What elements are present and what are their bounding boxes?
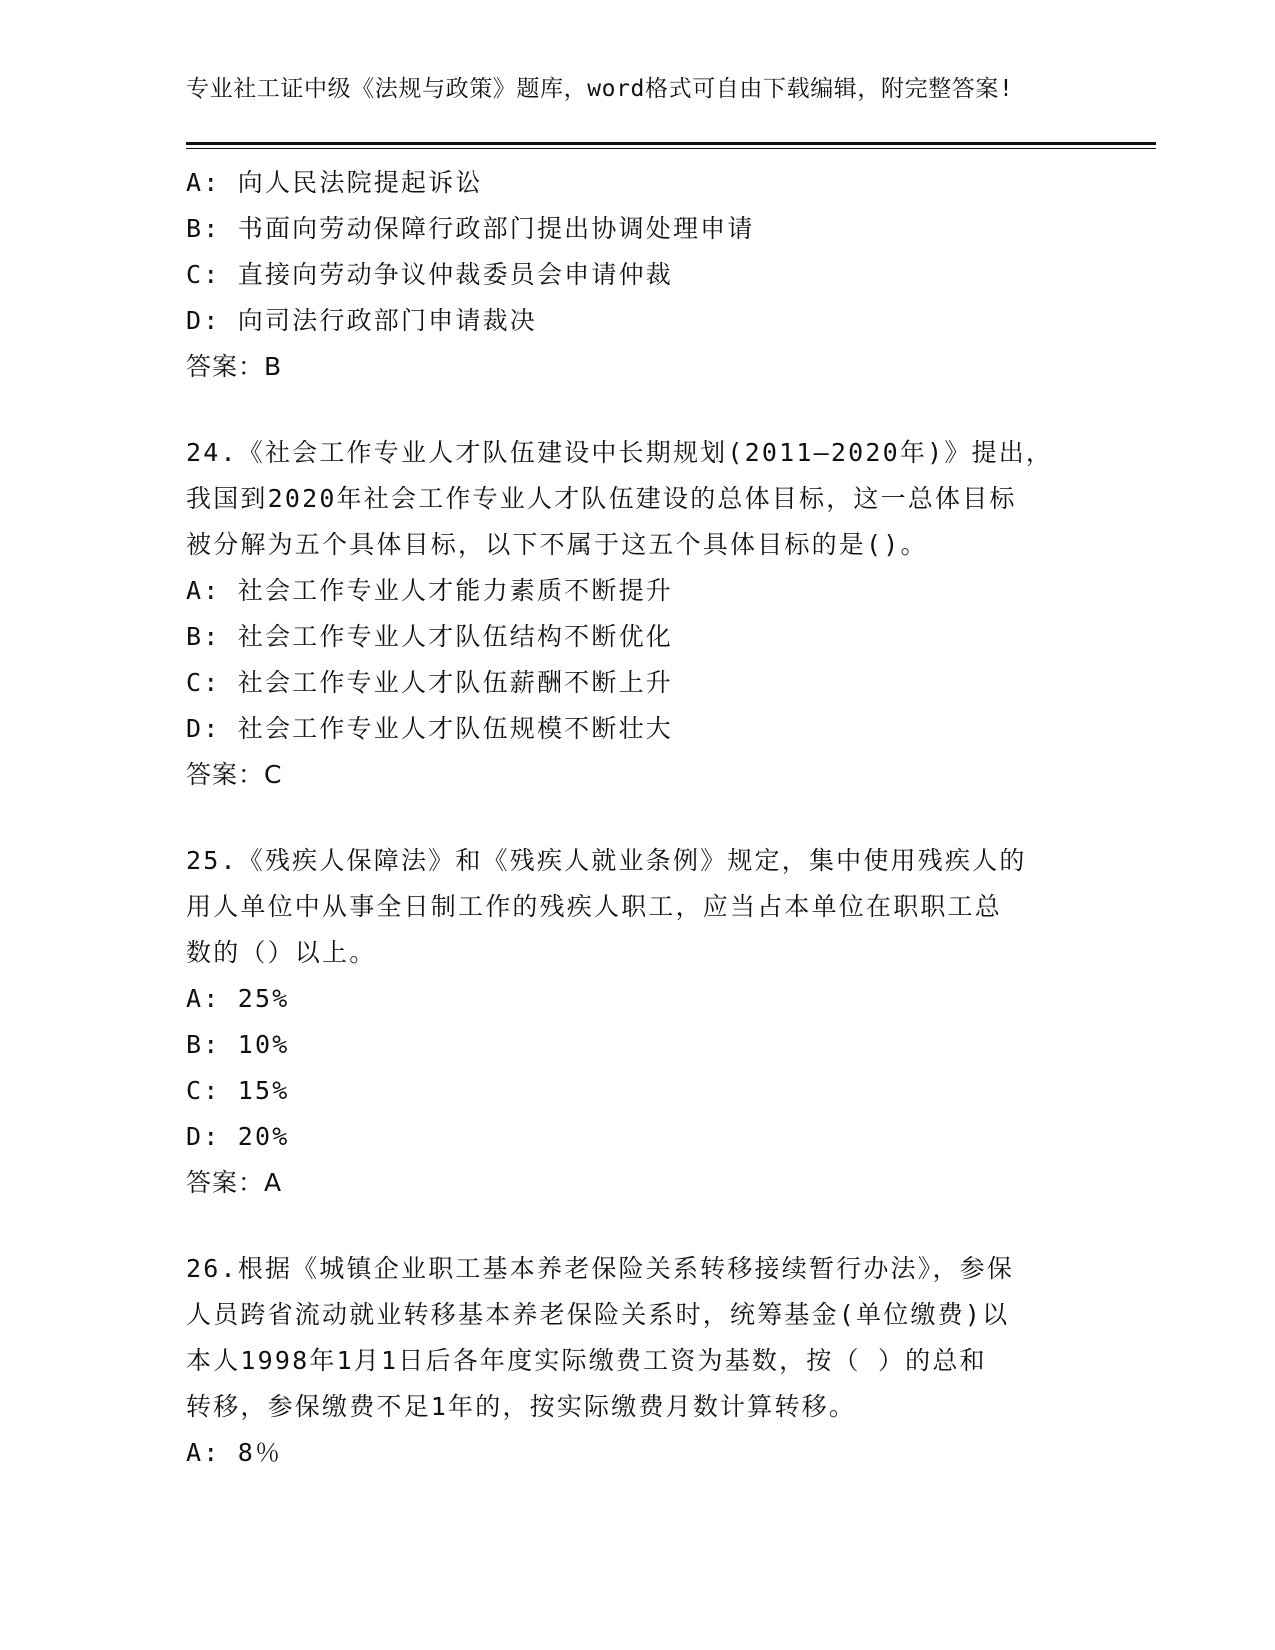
- option-c: [186, 252, 1086, 298]
- question-stem-line: 25.《残疾人保障法》和《残疾人就业条例》规定，集中使用残疾人的: [186, 846, 1027, 875]
- block-spacer: [186, 798, 1086, 838]
- question-stem-line: 数的（）以上。: [186, 938, 377, 967]
- option-text: 社会工作专业人才能力素质不断提升: [237, 576, 673, 605]
- option-text: 书面向劳动保障行政部门提出协调处理申请: [237, 214, 755, 243]
- option-separator: :: [203, 168, 238, 197]
- option-separator: :: [203, 1076, 238, 1105]
- option-text: 社会工作专业人才队伍薪酬不断上升: [237, 668, 673, 697]
- option-key: D: [186, 306, 204, 335]
- option-key: B: [186, 214, 204, 243]
- answer-line: 答案：A: [186, 1168, 283, 1197]
- option-key: B: [186, 1030, 204, 1059]
- option-separator: :: [203, 1122, 238, 1151]
- option-key: C: [186, 1076, 204, 1105]
- option-key: A: [186, 168, 204, 197]
- question-stem-line: 被分解为五个具体目标，以下不属于这五个具体目标的是()。: [186, 530, 928, 559]
- question-stem-line: 本人1998年1月1日后各年度实际缴费工资为基数，按（ ）的总和: [186, 1346, 987, 1375]
- option-key: D: [186, 1122, 204, 1151]
- option-b: [186, 206, 1086, 252]
- option-separator: :: [203, 714, 238, 743]
- option-b: [186, 614, 1086, 660]
- option-b: [186, 1022, 1086, 1068]
- option-c: [186, 1068, 1086, 1114]
- option-separator: :: [203, 1438, 238, 1467]
- question-stem-line: 人员跨省流动就业转移基本养老保险关系时，统筹基金(单位缴费)以: [186, 1300, 1010, 1329]
- question-block: [186, 390, 1086, 798]
- option-key: A: [186, 1438, 204, 1467]
- header-rule-thick: [186, 142, 1156, 145]
- option-separator: :: [203, 576, 238, 605]
- option-d: [186, 706, 1086, 752]
- question-block: [186, 798, 1086, 1206]
- option-separator: :: [203, 622, 238, 651]
- option-text: 社会工作专业人才队伍结构不断优化: [237, 622, 673, 651]
- option-separator: :: [203, 260, 238, 289]
- option-text: 15%: [237, 1076, 290, 1105]
- option-d: [186, 298, 1086, 344]
- option-a: [186, 1430, 1086, 1476]
- option-key: D: [186, 714, 204, 743]
- document-header: 专业社工证中级《法规与政策》题库，word格式可自由下载编辑，附完整答案!: [186, 76, 1014, 102]
- answer-line: 答案：C: [186, 760, 283, 789]
- option-key: C: [186, 668, 204, 697]
- question-stem-line: 转移，参保缴费不足1年的，按实际缴费月数计算转移。: [186, 1392, 857, 1421]
- block-spacer: [186, 390, 1086, 430]
- option-key: C: [186, 260, 204, 289]
- option-separator: :: [203, 984, 238, 1013]
- question-stem-line: 我国到2020年社会工作专业人才队伍建设的总体目标，这一总体目标: [186, 484, 1017, 513]
- option-c: [186, 660, 1086, 706]
- option-separator: :: [203, 668, 238, 697]
- answer-line: 答案：B: [186, 352, 283, 381]
- option-text: 社会工作专业人才队伍规模不断壮大: [237, 714, 673, 743]
- question-block: [186, 1206, 1086, 1476]
- option-text: 向人民法院提起诉讼: [237, 168, 483, 197]
- option-separator: :: [203, 214, 238, 243]
- question-stem-line: 24.《社会工作专业人才队伍建设中长期规划(2011—2020年)》提出，: [186, 438, 1054, 467]
- option-text: 向司法行政部门申请裁决: [237, 306, 537, 335]
- option-a: [186, 568, 1086, 614]
- option-key: A: [186, 984, 204, 1013]
- option-text: 8％: [237, 1438, 283, 1467]
- question-stem-line: 用人单位中从事全日制工作的残疾人职工，应当占本单位在职职工总: [186, 892, 1003, 921]
- option-separator: :: [203, 306, 238, 335]
- option-d: [186, 1114, 1086, 1160]
- question-stem-line: 26.根据《城镇企业职工基本养老保险关系转移接续暂行办法》，参保: [186, 1254, 1015, 1283]
- option-separator: :: [203, 1030, 238, 1059]
- header-rule-thin: [186, 148, 1156, 149]
- option-a: [186, 976, 1086, 1022]
- option-key: A: [186, 576, 204, 605]
- option-text: 20%: [237, 1122, 290, 1151]
- question-list: [186, 160, 1086, 1476]
- option-text: 10%: [237, 1030, 290, 1059]
- question-block: [186, 160, 1086, 390]
- option-key: B: [186, 622, 204, 651]
- block-spacer: [186, 1206, 1086, 1246]
- option-a: [186, 160, 1086, 206]
- option-text: 25%: [237, 984, 290, 1013]
- option-text: 直接向劳动争议仲裁委员会申请仲裁: [237, 260, 673, 289]
